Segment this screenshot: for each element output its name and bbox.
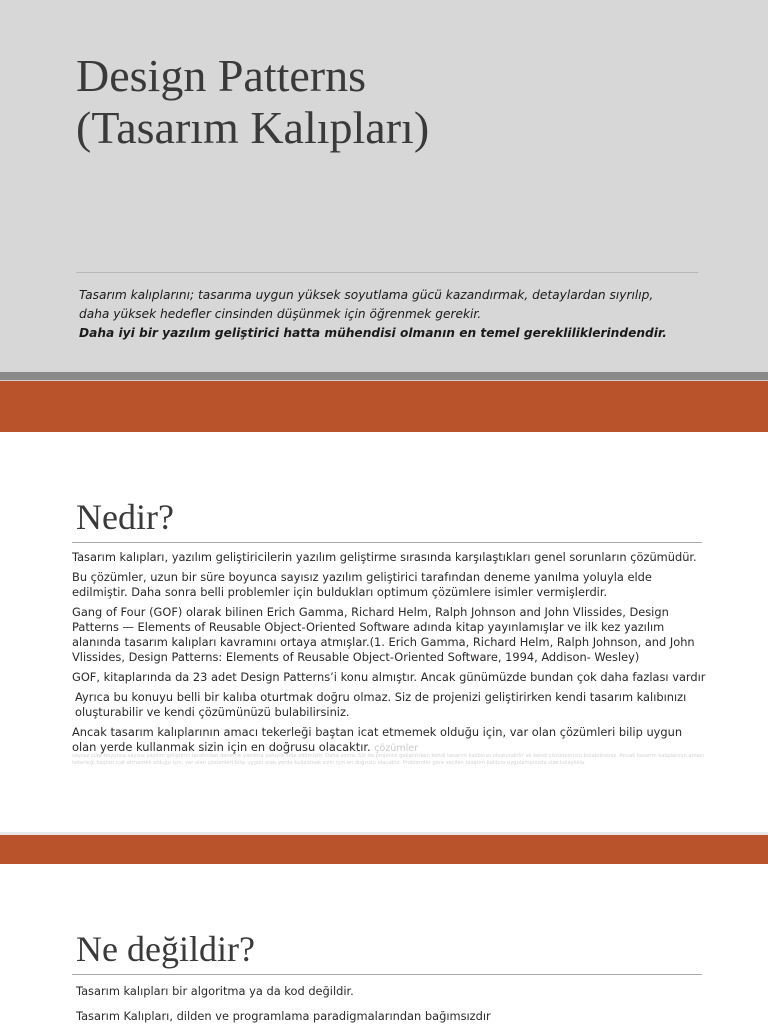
accent-band — [0, 372, 768, 432]
faint-overflow-word: çözümler — [374, 743, 418, 754]
accent-band-stripe — [0, 832, 768, 835]
accent-band — [0, 832, 768, 864]
paragraph: Tasarım Kalıpları, dilden ve programlama paradigmalarından bağımsızdır — [76, 1009, 491, 1023]
accent-band-highlight — [0, 380, 768, 381]
content-slide-ne-degildir — [0, 864, 768, 1024]
title-line-2: (Tasarım Kalıpları) — [76, 101, 430, 153]
slide-body — [72, 550, 708, 761]
content-slide-nedir — [0, 432, 768, 864]
paragraph: Tasarım kalıpları bir algoritma ya da kod değildir. — [76, 984, 354, 998]
heading-divider — [72, 974, 702, 975]
slide-heading: Ne değildir? — [76, 929, 255, 969]
accent-band-stripe — [0, 372, 768, 380]
paragraph: Ayrıca bu konuyu belli bir kalıba oturtmak doğru olmaz. Siz de projenizi geliştirirken kendi tasarım kalıbınızı oluşturabilir ve kendi çözümünüzü bulabilirsiniz. — [75, 690, 687, 719]
subtitle-line-1: Tasarım kalıplarını; tasarıma uygun yüksek soyutlama gücü kazandırmak, detaylardan sıyrılıp, — [79, 288, 654, 302]
title-line-1: Design Patterns — [76, 50, 367, 101]
overflow-text: sayısız süre boyunca sayısız yazılım geliştirici tarafından deneme yanılma yoluyla elde edilmiştir. Daha sonra. Siz de projenizi geliştirirken kendi tasarım kalıbınızı oluşturabilir ve kendi çözümünüzü bulabilirsiniz. Ancak tasarım kalıplarının amacı tekerleği baştan icat etmemek olduğu için, var olan çözümleri bilip uygun olan yerde kullanmak sizin için en doğrusu olacaktır. Problemler göre seçilen tasarım kalıbını uygulamanızda size kolaylıkla. — [72, 753, 705, 766]
subtitle-text — [79, 286, 709, 343]
subtitle-bold-line: Daha iyi bir yazılım geliştirici hatta mühendisi olmanın en temel gerekliliklerindendir. — [79, 326, 667, 340]
slide-body — [76, 984, 706, 1034]
subtitle-line-2: daha yüksek hedefler cinsinden düşünmek için öğrenmek gerekir. — [79, 307, 482, 321]
paragraph: Tasarım kalıpları, yazılım geliştiricilerin yazılım geliştirme sırasında karşılaştıkları genel sorunların çözümüdür. — [72, 550, 697, 564]
paragraph: Gang of Four (GOF) olarak bilinen Erich Gamma, Richard Helm, Ralph Johnson and John Vlissides, Design Patterns — Elements of Reusable Object-Oriented Software adında kitap yayınlamışlar ve ilk kez yazılım alanında tasarım kalıpları kavramını ortaya atmışlar.(1. Erich Gamma, Richard Helm, Ralph Johnson, and John Vlissides, Design Patterns: Elements of Reusable Object-Oriented Software, 1994, Addison- Wesley) — [72, 605, 695, 664]
heading-divider — [72, 542, 702, 543]
paragraph: GOF, kitaplarında da 23 adet Design Patterns’i konu almıştır. Ancak günümüzde bundan çok daha fazlası vardır — [72, 670, 706, 684]
paragraph: Bu çözümler, uzun bir süre boyunca sayısız yazılım geliştirici tarafından deneme yanılma yoluyla elde edilmiştir. Daha sonra belli problemler için buldukları optimum çözümlere isimler vermişlerdir. — [72, 570, 652, 599]
slide-title — [76, 50, 716, 153]
title-slide — [0, 0, 768, 432]
title-divider — [76, 272, 698, 273]
paragraph — [72, 725, 708, 756]
paragraph-text: Ancak tasarım kalıplarının amacı tekerleği baştan icat etmemek olduğu için, var olan çözümleri bilip uygun olan yerde kullanmak sizin için en doğrusu olacaktır. — [72, 725, 683, 754]
slide-heading: Nedir? — [76, 497, 174, 537]
